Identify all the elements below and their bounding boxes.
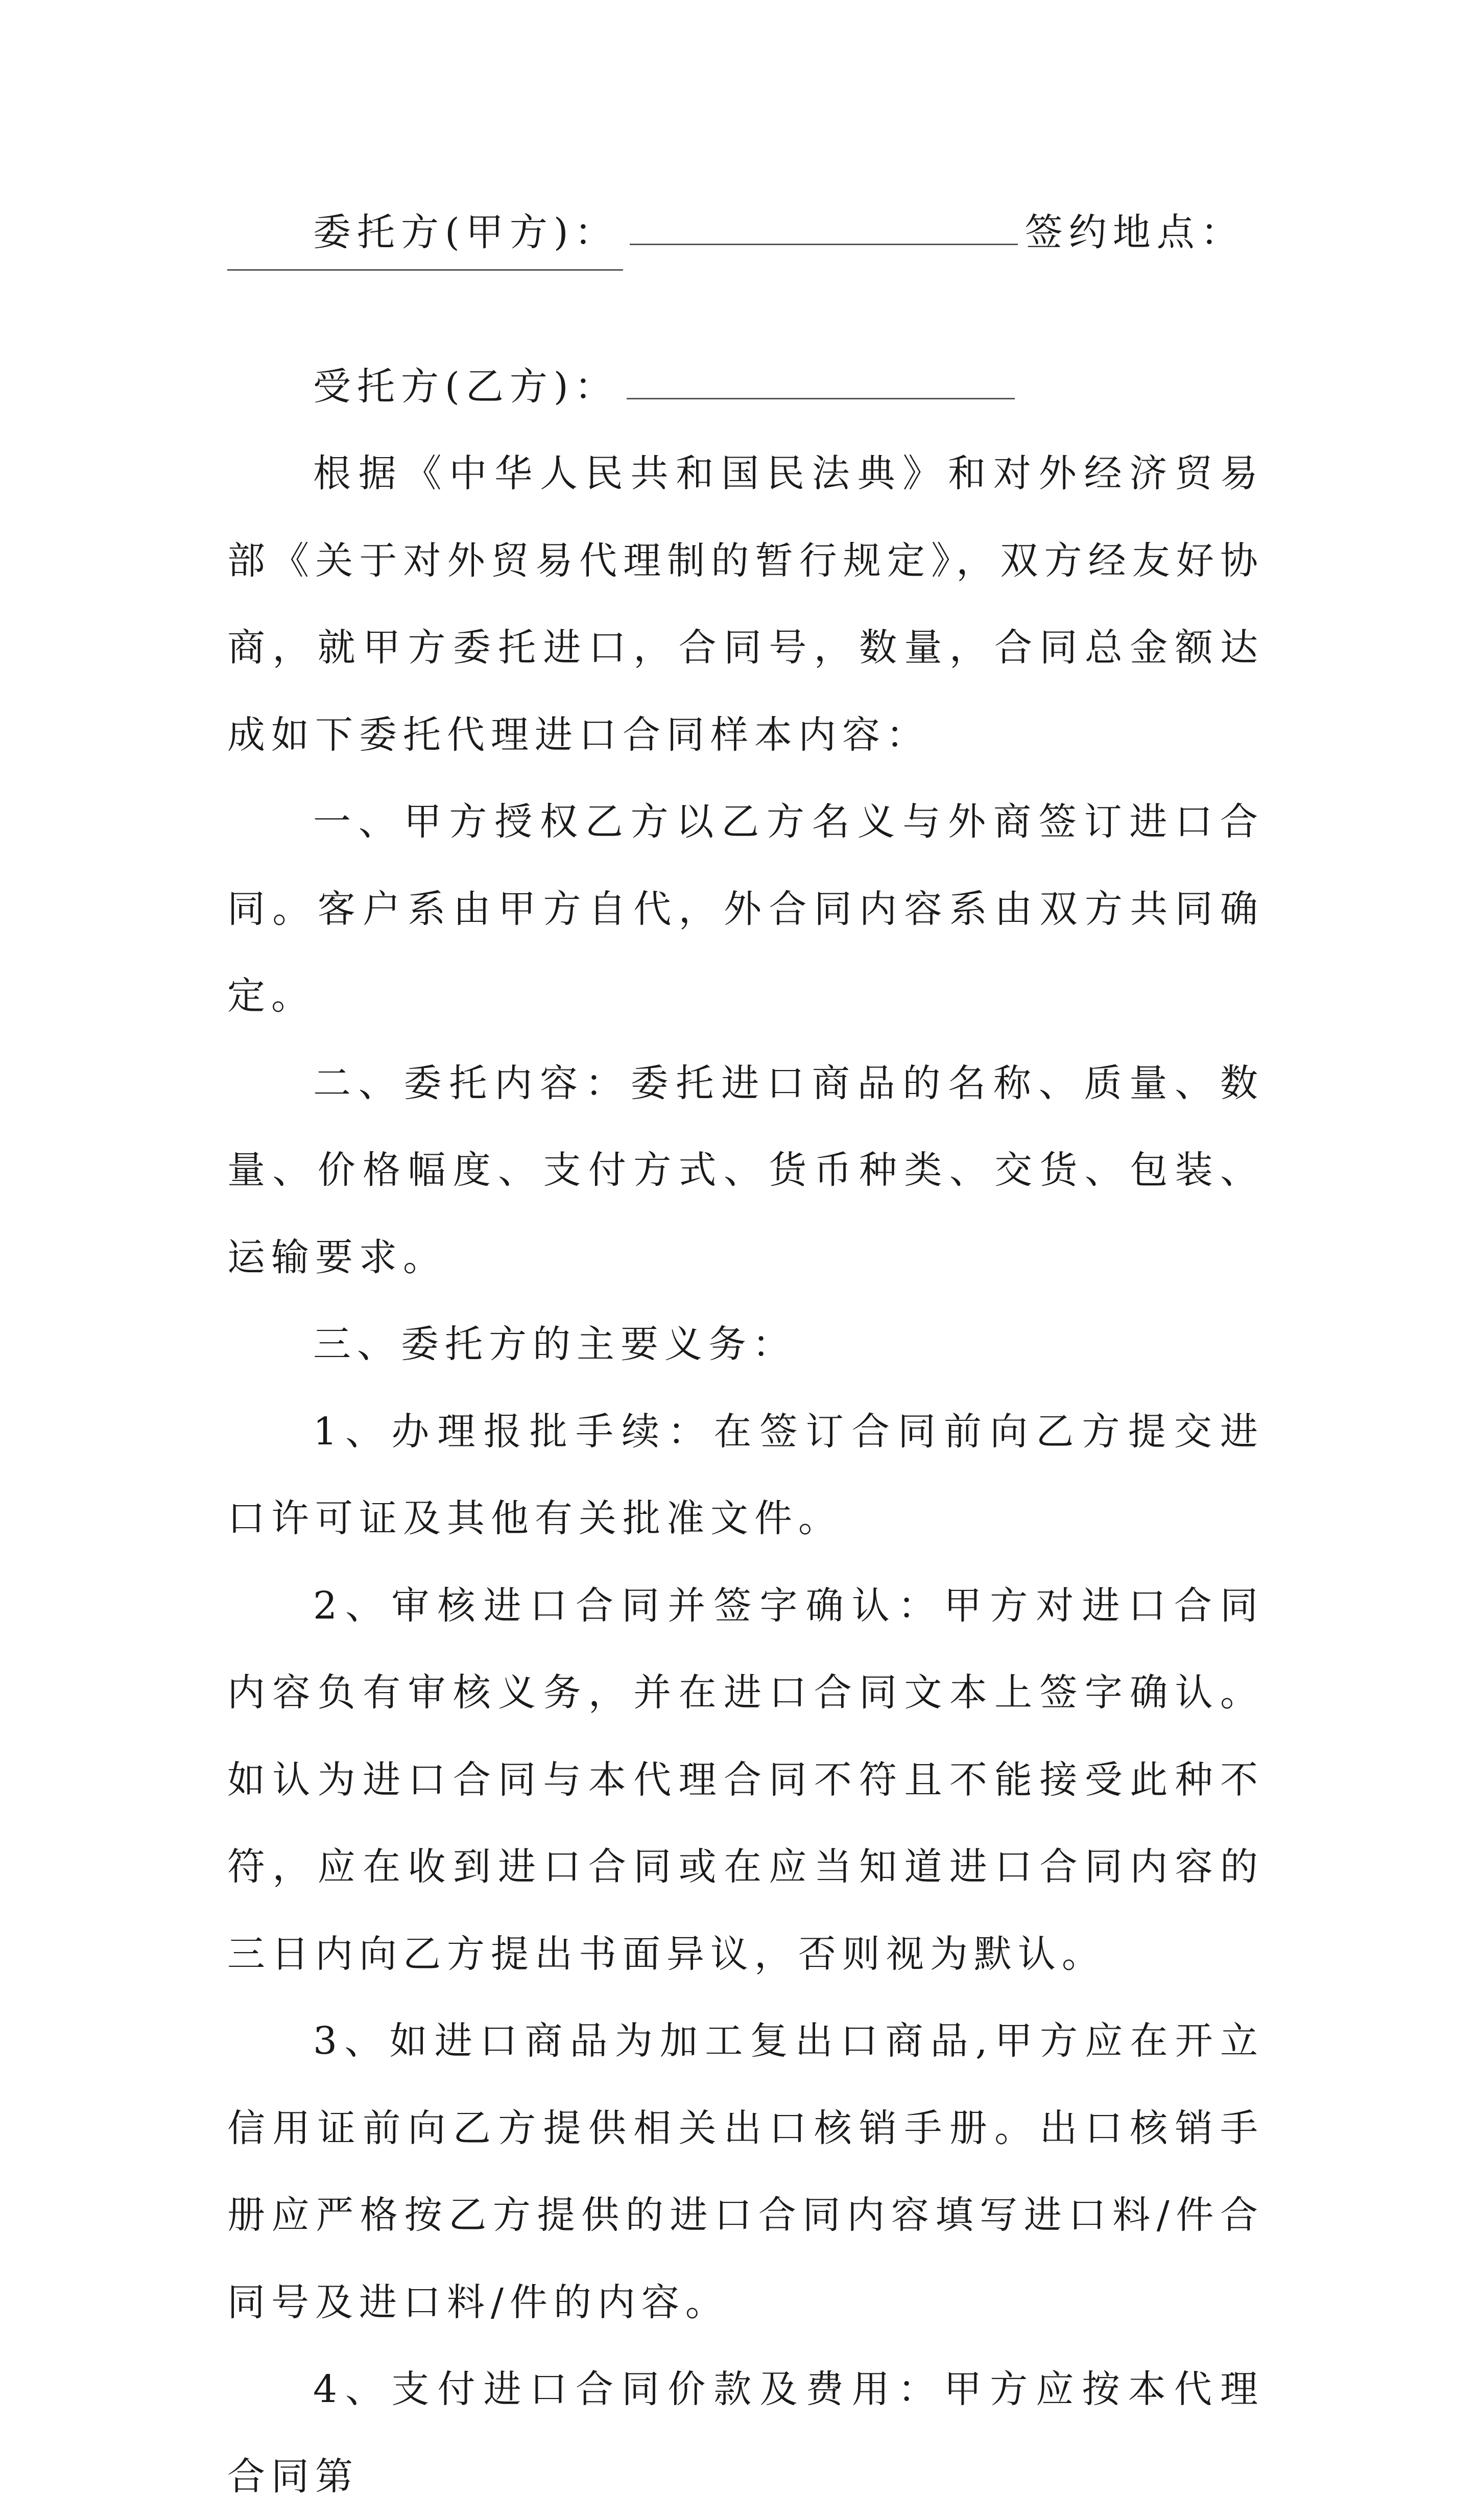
- paragraph-clause-2: 二、委托内容：委托进口商品的名称、质量、数量、价格幅度、支付方式、货币种类、交货、包装、运输要求。: [227, 1061, 1264, 1279]
- principal-label: 委托方(甲方)：: [313, 210, 618, 254]
- paragraph-clause-3-heading: 三、委托方的主要义务：: [313, 1322, 796, 1366]
- contract-body: [227, 189, 1264, 2520]
- paragraph-item-4: 4、支付进口合同价款及费用：甲方应按本代理合同第: [227, 2367, 1264, 2499]
- location-label: 签约地点：: [1024, 210, 1245, 254]
- paragraph-clause-1: 一、甲方授权乙方以乙方名义与外商签订进口合同。客户系由甲方自代，外合同内容系由双方共同确定。: [227, 800, 1264, 1018]
- paragraph-item-1: 1、办理报批手续：在签订合同前向乙方提交进口许可证及其他有关批准文件。: [227, 1409, 1264, 1540]
- agent-label: 受托方(乙方)：: [313, 364, 618, 409]
- paragraph-item-2: 2、审核进口合同并签字确认：甲方对进口合同内容负有审核义务，并在进口合同文本上签字确认。如认为进口合同与本代理合同不符且不能接受此种不符，应在收到进口合同或在应当知道进口合同内容的三日内向乙方提出书面异议，否则视为默认。: [227, 1583, 1264, 1976]
- paragraph-item-3: 3、如进口商品为加工复出口商品,甲方应在开立信用证前向乙方提供相关出口核销手册。出口核销手册应严格按乙方提供的进口合同内容填写进口料/件合同号及进口料/件的内容。: [227, 2019, 1264, 2324]
- principal-line: [227, 189, 1264, 276]
- agent-blank: [627, 362, 1015, 399]
- agent-line: [227, 343, 1264, 431]
- paragraph-preamble: 根据《中华人民共和国民法典》和对外经济贸易部《关于对外贸易代理制的暂行规定》，双方经友好协商，就甲方委托进口，合同号，数量，合同总金额达成如下委托代理进口合同样本内容：: [227, 451, 1264, 757]
- principal-blank: [630, 208, 1018, 245]
